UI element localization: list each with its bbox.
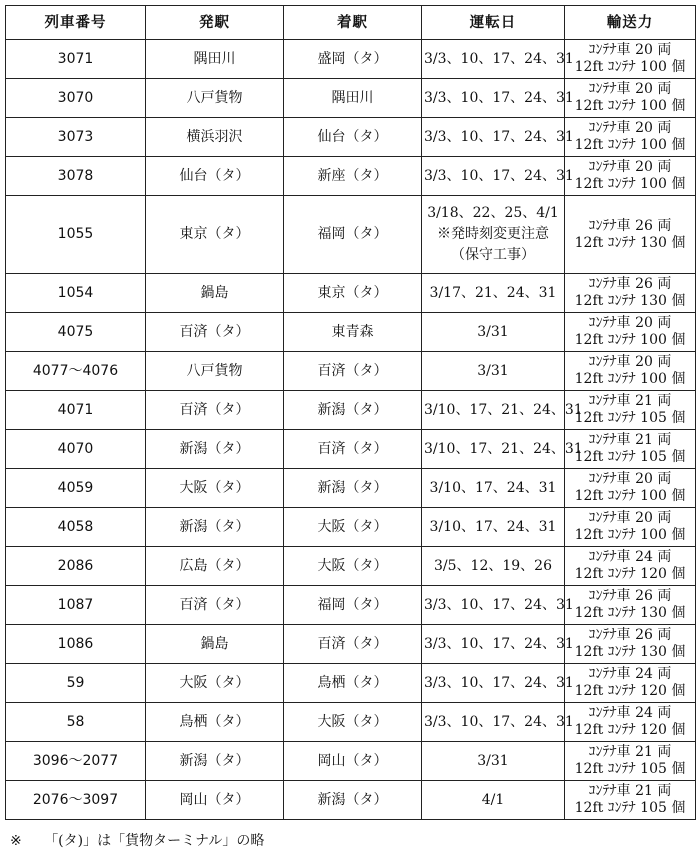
container-count: 12ft ｺﾝﾃﾅ 105 個 — [574, 410, 686, 426]
departure-station-cell: 百済（タ） — [146, 391, 284, 430]
departure-station-cell: 岡山（タ） — [146, 781, 284, 820]
arrival-station-cell: 盛岡（タ） — [284, 40, 422, 79]
operating-days-cell — [422, 157, 574, 196]
operating-days-line: 3/3、10、17、24、31 — [424, 89, 574, 106]
table-row — [6, 40, 696, 79]
container-count: 12ft ｺﾝﾃﾅ 105 個 — [574, 449, 686, 465]
arrival-station-cell: 鳥栖（タ） — [284, 664, 422, 703]
container-car-count: ｺﾝﾃﾅ車 20 両 — [588, 354, 672, 370]
container-count: 12ft ｺﾝﾃﾅ 105 個 — [574, 761, 686, 777]
train-number-cell: 4071 — [6, 391, 146, 430]
container-car-count: ｺﾝﾃﾅ車 20 両 — [588, 315, 672, 331]
arrival-station-cell: 東青森 — [284, 313, 422, 352]
container-car-count: ｺﾝﾃﾅ車 26 両 — [588, 276, 672, 292]
table-row — [6, 79, 696, 118]
departure-station-cell: 大阪（タ） — [146, 664, 284, 703]
departure-station-cell: 新潟（タ） — [146, 742, 284, 781]
capacity-cell — [565, 40, 696, 79]
operating-days-cell — [422, 274, 565, 313]
departure-station-cell: 八戸貨物 — [146, 79, 284, 118]
departure-station-cell: 仙台（タ） — [146, 157, 284, 196]
table-row — [6, 430, 696, 469]
operating-days-cell — [422, 586, 574, 625]
operating-days-line: 3/17、21、24、31 — [429, 284, 557, 301]
container-count: 12ft ｺﾝﾃﾅ 120 個 — [574, 566, 686, 582]
container-count: 12ft ｺﾝﾃﾅ 130 個 — [574, 234, 686, 251]
train-number-cell: 3078 — [6, 157, 146, 196]
operating-days-cell — [422, 430, 583, 469]
capacity-cell — [565, 352, 696, 391]
arrival-station-cell: 大阪（タ） — [284, 508, 422, 547]
capacity-cell — [565, 508, 696, 547]
operating-days-cell — [422, 703, 574, 742]
train-number-cell: 3071 — [6, 40, 146, 79]
train-number-cell: 3096～2077 — [6, 742, 146, 781]
container-count: 12ft ｺﾝﾃﾅ 120 個 — [574, 722, 686, 738]
container-car-count: ｺﾝﾃﾅ車 26 両 — [588, 588, 672, 604]
train-number-cell: 58 — [6, 703, 146, 742]
container-count: 12ft ｺﾝﾃﾅ 130 個 — [574, 644, 686, 660]
table-row — [6, 157, 696, 196]
operating-days-line: 3/3、10、17、24、31 — [424, 596, 574, 613]
table-row — [6, 196, 696, 274]
arrival-station-cell: 百済（タ） — [284, 430, 422, 469]
header-train-number: 列車番号 — [6, 6, 146, 40]
capacity-cell — [565, 742, 696, 781]
arrival-station-cell: 百済（タ） — [284, 352, 422, 391]
container-car-count: ｺﾝﾃﾅ車 20 両 — [588, 81, 672, 97]
container-car-count: ｺﾝﾃﾅ車 20 両 — [588, 471, 672, 487]
train-number-cell: 4058 — [6, 508, 146, 547]
departure-station-cell: 隅田川 — [146, 40, 284, 79]
container-car-count: ｺﾝﾃﾅ車 21 両 — [588, 432, 672, 448]
arrival-station-cell: 隅田川 — [284, 79, 422, 118]
container-count: 12ft ｺﾝﾃﾅ 100 個 — [574, 137, 686, 153]
train-number-cell: 4070 — [6, 430, 146, 469]
capacity-cell — [565, 274, 696, 313]
container-car-count: ｺﾝﾃﾅ車 26 両 — [588, 217, 672, 234]
container-count: 12ft ｺﾝﾃﾅ 105 個 — [574, 800, 686, 816]
arrival-station-cell: 福岡（タ） — [284, 586, 422, 625]
container-count: 12ft ｺﾝﾃﾅ 120 個 — [574, 683, 686, 699]
operating-days-line: ※発時刻変更注意 — [437, 226, 549, 242]
capacity-cell — [565, 547, 696, 586]
container-car-count: ｺﾝﾃﾅ車 24 両 — [588, 549, 672, 565]
operating-days-cell — [422, 313, 565, 352]
container-count: 12ft ｺﾝﾃﾅ 130 個 — [574, 605, 686, 621]
arrival-station-cell: 百済（タ） — [284, 625, 422, 664]
operating-days-cell — [422, 664, 574, 703]
container-count: 12ft ｺﾝﾃﾅ 130 個 — [574, 293, 686, 309]
header-departure-station: 発駅 — [146, 6, 284, 40]
train-number-cell: 4075 — [6, 313, 146, 352]
operating-days-cell — [422, 40, 574, 79]
departure-station-cell: 八戸貨物 — [146, 352, 284, 391]
operating-days-cell — [422, 547, 565, 586]
operating-days-line: 3/10、17、21、24、31 — [424, 440, 583, 457]
operating-days-line: 3/18、22、25、4/1 — [427, 205, 559, 221]
table-row — [6, 547, 696, 586]
table-row — [6, 508, 696, 547]
operating-days-cell — [422, 352, 565, 391]
header-operating-days: 運転日 — [422, 6, 565, 40]
departure-station-cell: 横浜羽沢 — [146, 118, 284, 157]
train-number-cell: 1086 — [6, 625, 146, 664]
table-row — [6, 703, 696, 742]
capacity-cell — [565, 79, 696, 118]
operating-days-line: 3/3、10、17、24、31 — [424, 128, 574, 145]
table-row — [6, 352, 696, 391]
capacity-cell — [565, 781, 696, 820]
operating-days-line: 3/3、10、17、24、31 — [424, 674, 574, 691]
operating-days-line: 3/10、17、24、31 — [429, 479, 557, 496]
operating-days-line: （保守工事） — [451, 247, 535, 263]
departure-station-cell: 東京（タ） — [146, 196, 284, 274]
capacity-cell — [565, 313, 696, 352]
capacity-cell — [565, 391, 696, 430]
operating-days-line: 3/10、17、24、31 — [429, 518, 557, 535]
departure-station-cell: 鍋島 — [146, 274, 284, 313]
operating-days-line: 3/3、10、17、24、31 — [424, 167, 574, 184]
departure-station-cell: 大阪（タ） — [146, 469, 284, 508]
operating-days-cell — [422, 781, 565, 820]
capacity-cell — [565, 625, 696, 664]
capacity-cell — [565, 664, 696, 703]
train-number-cell: 4059 — [6, 469, 146, 508]
train-number-cell: 1054 — [6, 274, 146, 313]
container-car-count: ｺﾝﾃﾅ車 26 両 — [588, 627, 672, 643]
operating-days-line: 3/3、10、17、24、31 — [424, 713, 574, 730]
container-count: 12ft ｺﾝﾃﾅ 100 個 — [574, 488, 686, 504]
operating-days-cell — [422, 742, 565, 781]
departure-station-cell: 百済（タ） — [146, 313, 284, 352]
operating-days-cell — [422, 196, 565, 274]
container-count: 12ft ｺﾝﾃﾅ 100 個 — [574, 332, 686, 348]
arrival-station-cell: 新潟（タ） — [284, 469, 422, 508]
departure-station-cell: 鳥栖（タ） — [146, 703, 284, 742]
table-body — [6, 40, 696, 820]
table-row — [6, 781, 696, 820]
departure-station-cell: 鍋島 — [146, 625, 284, 664]
container-car-count: ｺﾝﾃﾅ車 20 両 — [588, 510, 672, 526]
table-row — [6, 664, 696, 703]
train-number-cell: 3070 — [6, 79, 146, 118]
container-count: 12ft ｺﾝﾃﾅ 100 個 — [574, 527, 686, 543]
container-car-count: ｺﾝﾃﾅ車 24 両 — [588, 705, 672, 721]
container-car-count: ｺﾝﾃﾅ車 21 両 — [588, 783, 672, 799]
train-number-cell: 4077～4076 — [6, 352, 146, 391]
train-number-cell: 1087 — [6, 586, 146, 625]
container-car-count: ｺﾝﾃﾅ車 24 両 — [588, 666, 672, 682]
capacity-cell — [565, 469, 696, 508]
operating-days-line: 3/31 — [477, 362, 509, 379]
arrival-station-cell: 新潟（タ） — [284, 391, 422, 430]
operating-days-line: 3/31 — [477, 323, 509, 340]
operating-days-cell — [422, 118, 574, 157]
container-car-count: ｺﾝﾃﾅ車 20 両 — [588, 42, 672, 58]
departure-station-cell: 新潟（タ） — [146, 508, 284, 547]
arrival-station-cell: 新座（タ） — [284, 157, 422, 196]
train-number-cell: 59 — [6, 664, 146, 703]
departure-station-cell: 広島（タ） — [146, 547, 284, 586]
operating-days-line: 4/1 — [481, 791, 505, 808]
container-count: 12ft ｺﾝﾃﾅ 100 個 — [574, 98, 686, 114]
table-row — [6, 586, 696, 625]
operating-days-cell — [422, 625, 574, 664]
departure-station-cell: 百済（タ） — [146, 586, 284, 625]
train-number-cell: 1055 — [6, 196, 146, 274]
table-row — [6, 313, 696, 352]
train-number-cell: 3073 — [6, 118, 146, 157]
capacity-cell — [565, 196, 696, 274]
header-row — [6, 6, 696, 40]
operating-days-line: 3/10、17、21、24、31 — [424, 401, 583, 418]
arrival-station-cell: 岡山（タ） — [284, 742, 422, 781]
table-row — [6, 274, 696, 313]
operating-days-cell — [422, 508, 565, 547]
table-row — [6, 742, 696, 781]
arrival-station-cell: 東京（タ） — [284, 274, 422, 313]
freight-train-schedule-table — [5, 5, 696, 820]
container-car-count: ｺﾝﾃﾅ車 21 両 — [588, 744, 672, 760]
capacity-cell — [565, 157, 696, 196]
container-count: 12ft ｺﾝﾃﾅ 100 個 — [574, 176, 686, 192]
footnote — [10, 830, 264, 850]
operating-days-cell — [422, 469, 565, 508]
table-row — [6, 625, 696, 664]
operating-days-line: 3/3、10、17、24、31 — [424, 50, 574, 67]
operating-days-line: 3/31 — [477, 752, 509, 769]
container-car-count: ｺﾝﾃﾅ車 20 両 — [588, 159, 672, 175]
container-count: 12ft ｺﾝﾃﾅ 100 個 — [574, 371, 686, 387]
header-capacity: 輸送力 — [565, 6, 696, 40]
footnote-text: 「(タ)」は「貨物ターミナル」の略 — [44, 833, 265, 849]
arrival-station-cell: 新潟（タ） — [284, 781, 422, 820]
operating-days-cell — [422, 391, 583, 430]
arrival-station-cell: 大阪（タ） — [284, 547, 422, 586]
container-car-count: ｺﾝﾃﾅ車 21 両 — [588, 393, 672, 409]
capacity-cell — [565, 586, 696, 625]
operating-days-line: 3/5、12、19、26 — [434, 557, 552, 574]
capacity-cell — [565, 703, 696, 742]
table-row — [6, 118, 696, 157]
operating-days-line: 3/3、10、17、24、31 — [424, 635, 574, 652]
departure-station-cell: 新潟（タ） — [146, 430, 284, 469]
table-row — [6, 469, 696, 508]
arrival-station-cell: 仙台（タ） — [284, 118, 422, 157]
container-count: 12ft ｺﾝﾃﾅ 100 個 — [574, 59, 686, 75]
container-car-count: ｺﾝﾃﾅ車 20 両 — [588, 120, 672, 136]
footnote-mark: ※ — [10, 833, 22, 849]
arrival-station-cell: 大阪（タ） — [284, 703, 422, 742]
capacity-cell — [565, 118, 696, 157]
header-arrival-station: 着駅 — [284, 6, 422, 40]
table-row — [6, 391, 696, 430]
train-number-cell: 2086 — [6, 547, 146, 586]
capacity-cell — [565, 430, 696, 469]
arrival-station-cell: 福岡（タ） — [284, 196, 422, 274]
operating-days-cell — [422, 79, 574, 118]
train-number-cell: 2076～3097 — [6, 781, 146, 820]
